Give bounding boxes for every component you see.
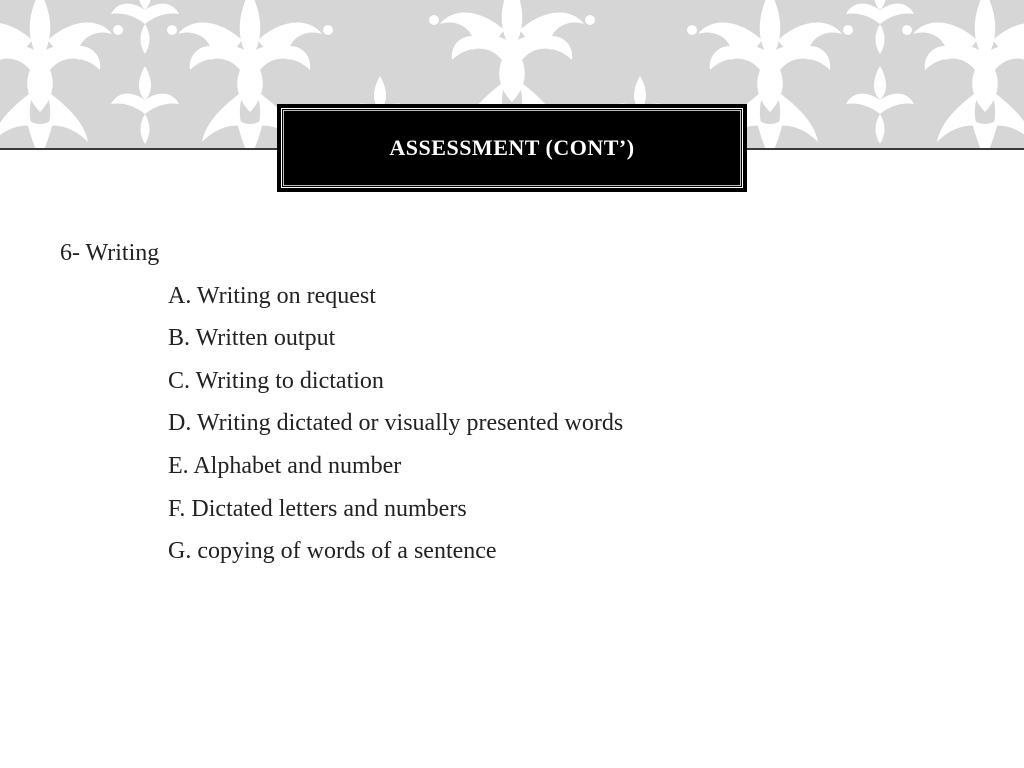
list-item: G. copying of words of a sentence (168, 538, 497, 565)
list-item: D. Writing dictated or visually presented words (168, 410, 624, 437)
list-item: E. Alphabet and number (168, 452, 402, 479)
title-box (277, 104, 747, 192)
section-heading: 6- Writing (60, 240, 160, 266)
slide-content (60, 232, 960, 573)
list-item: F. Dictated letters and numbers (168, 495, 467, 522)
list-item: A. Writing on request (168, 282, 376, 309)
item-list (60, 275, 960, 573)
slide-title: ASSESSMENT (CONT’) (389, 135, 635, 160)
list-item: B. Written output (168, 325, 336, 352)
list-item: C. Writing to dictation (168, 367, 384, 394)
